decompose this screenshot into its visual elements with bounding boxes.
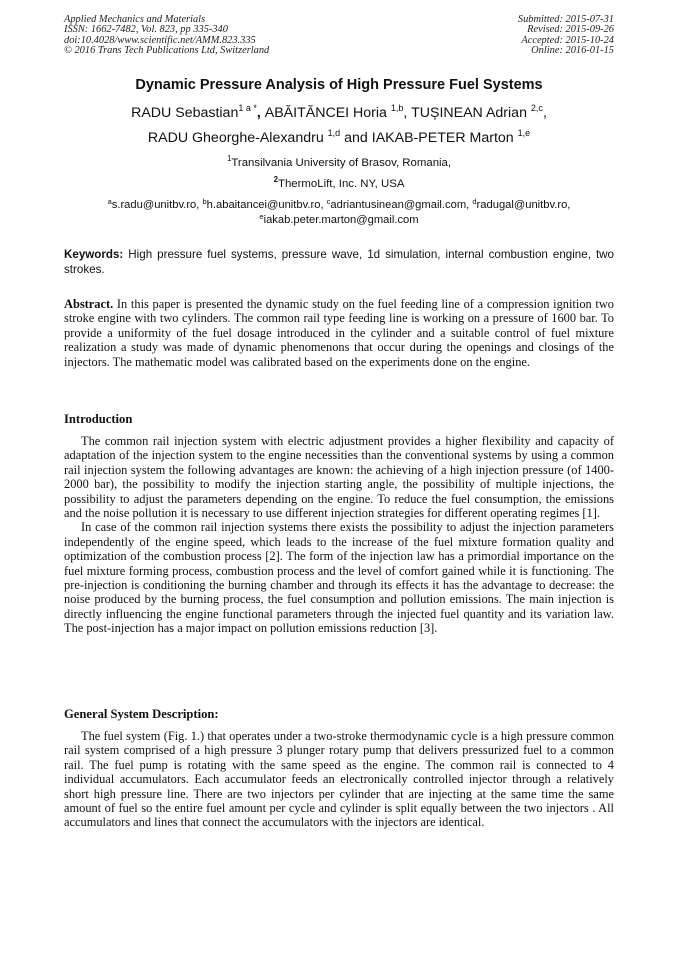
general-description-paragraph-1: The fuel system (Fig. 1.) that operates under a two-stroke thermodynamic cycle is a high pressure common rail system comprised of a high pressure 3 plunger rotary pump that delivers pressurized fuel to a common rail. The fuel pump is rotating with the same speed as the engine. The common rail is connected to 4 individual accumulators. Each accumulator feeds an electronically controlled injector through a relatively short high pressure line. There are two injectors per cylinder that are injecting at the same time the same amount of fuel so the entire fuel amount per cycle and cylinder is split equally between the two injectors . All accumulators and lines that connect the accumulators with the injectors are identical. bbox=[64, 729, 614, 830]
journal-name: Applied Mechanics and Materials bbox=[64, 14, 206, 25]
author-2-sup: 1,b bbox=[390, 103, 404, 113]
date-online: Online: 2016-01-15 bbox=[531, 45, 614, 57]
author-4-sup: 1,d bbox=[327, 128, 341, 138]
author-3-sup: 2,c bbox=[530, 103, 543, 113]
abstract bbox=[64, 297, 614, 369]
affiliation-2-text: ThermoLift, Inc. NY, USA bbox=[278, 178, 405, 190]
affiliation-1-sup: 1 bbox=[226, 154, 232, 163]
affiliation-1-text: Transilvania University of Brasov, Romania, bbox=[231, 157, 452, 169]
keywords-text: High pressure fuel systems, pressure wave, 1d simulation, internal combustion engine, two strokes. bbox=[64, 248, 614, 276]
date-submitted: Submitted: 2015-07-31 bbox=[517, 14, 614, 25]
journal-copyright: © 2016 Trans Tech Publications Ltd, Switzerland bbox=[64, 45, 270, 57]
author-sep-2: , bbox=[403, 105, 412, 121]
keywords bbox=[64, 248, 614, 277]
email-c[interactable]: adriantusinean@gmail.com, bbox=[330, 199, 473, 211]
journal-issn: ISSN: 1662-7482, Vol. 823, pp 335-340 bbox=[64, 24, 228, 36]
keywords-label: Keywords: bbox=[64, 248, 124, 261]
author-5: IAKAB-PETER Marton bbox=[371, 130, 514, 146]
author-emails bbox=[70, 198, 608, 228]
email-e[interactable]: iakab.peter.marton@gmail.com bbox=[263, 214, 419, 226]
author-line-1 bbox=[0, 105, 678, 121]
email-a[interactable]: s.radu@unitbv.ro, bbox=[111, 199, 203, 211]
author-sep-1: , bbox=[256, 105, 265, 121]
author-2: ABĂITĂNCEI Horia bbox=[264, 105, 387, 121]
introduction-paragraph-1: The common rail injection system with electric adjustment provides a higher flexibility and capacity of adaptation of the injection system to the engine necessities than the conventional systems by using a common rail injection system the following advantages are known: the achieving of a high injection pressure (of 1400-2000 bar), the possibility to modify the injection starting angle, the possibility of multiple injections, the possibility to adjust the parameters depending on the engine. To reduce the fuel consumption, the emissions and the noise pollution it is necessary to use different injection strategies for different operating regimes [1]. bbox=[64, 434, 614, 521]
author-1-sup: 1 a * bbox=[238, 103, 257, 113]
author-and: and bbox=[340, 130, 372, 146]
author-sep-3: , bbox=[542, 105, 547, 121]
introduction-heading: Introduction bbox=[64, 412, 133, 426]
email-d[interactable]: radugal@unitbv.ro, bbox=[476, 199, 571, 211]
abstract-label: Abstract. bbox=[64, 297, 114, 311]
journal-header bbox=[64, 15, 269, 57]
date-revised: Revised: 2015-09-26 bbox=[527, 24, 614, 36]
email-a-sup: a bbox=[107, 197, 112, 206]
general-description-heading: General System Description: bbox=[64, 707, 219, 721]
journal-doi: doi:10.4028/www.scientific.net/AMM.823.335 bbox=[64, 34, 256, 46]
author-3: TUȘINEAN Adrian bbox=[411, 105, 527, 121]
dates-header bbox=[518, 15, 614, 57]
email-c-sup: c bbox=[326, 197, 331, 206]
author-4: RADU Gheorghe-Alexandru bbox=[147, 130, 324, 146]
introduction-paragraph-2: In case of the common rail injection systems there exists the possibility to adjust the injection parameters independently of the engine speed, which leads to the increase of the fuel mixture formation quality and optimization of the combustion process [2]. The form of the injection law has a primordial importance on the fuel mixture forming process, combustion process and the level of comfort gained while it is functioning. The pre-injection is conditioning the burning chamber and through its effects it has the advantage to decrease: the noise produced by the burning process, the fuel consumption and pollution emissions. The main injection is directly influencing the engine functional parameters through the injected fuel quantity and its variation law. The post-injection has a major impact on pollution emissions reduction [3]. bbox=[64, 520, 614, 636]
author-1: RADU Sebastian bbox=[131, 105, 239, 121]
affiliation-2-sup: 2 bbox=[273, 175, 279, 184]
email-b[interactable]: h.abaitancei@unitbv.ro, bbox=[206, 199, 327, 211]
email-e-sup: e bbox=[259, 212, 264, 221]
email-d-sup: d bbox=[472, 197, 477, 206]
date-accepted: Accepted: 2015-10-24 bbox=[521, 34, 614, 46]
email-b-sup: b bbox=[202, 197, 207, 206]
author-5-sup: 1,e bbox=[517, 128, 531, 138]
introduction-body bbox=[64, 434, 614, 636]
author-line-2 bbox=[0, 130, 678, 146]
general-description-body bbox=[64, 729, 614, 830]
abstract-text: In this paper is presented the dynamic study on the fuel feeding line of a compression ignition two stroke engine with two cylinders. The common rail type feeding line is working on a pressure of 1600 bar. To provide a uniformity of the fuel dosage introduced in the cylinder and a suitable control of fuel mixture realization a study was made of dynamic phenomenons that occur during the openings and closings of the injectors. The mathematic model was calibrated based on the experiments done on the engine. bbox=[64, 297, 614, 369]
paper-title: Dynamic Pressure Analysis of High Pressure Fuel Systems bbox=[135, 77, 543, 93]
affiliation-2 bbox=[0, 175, 678, 190]
affiliation-1 bbox=[0, 154, 678, 169]
